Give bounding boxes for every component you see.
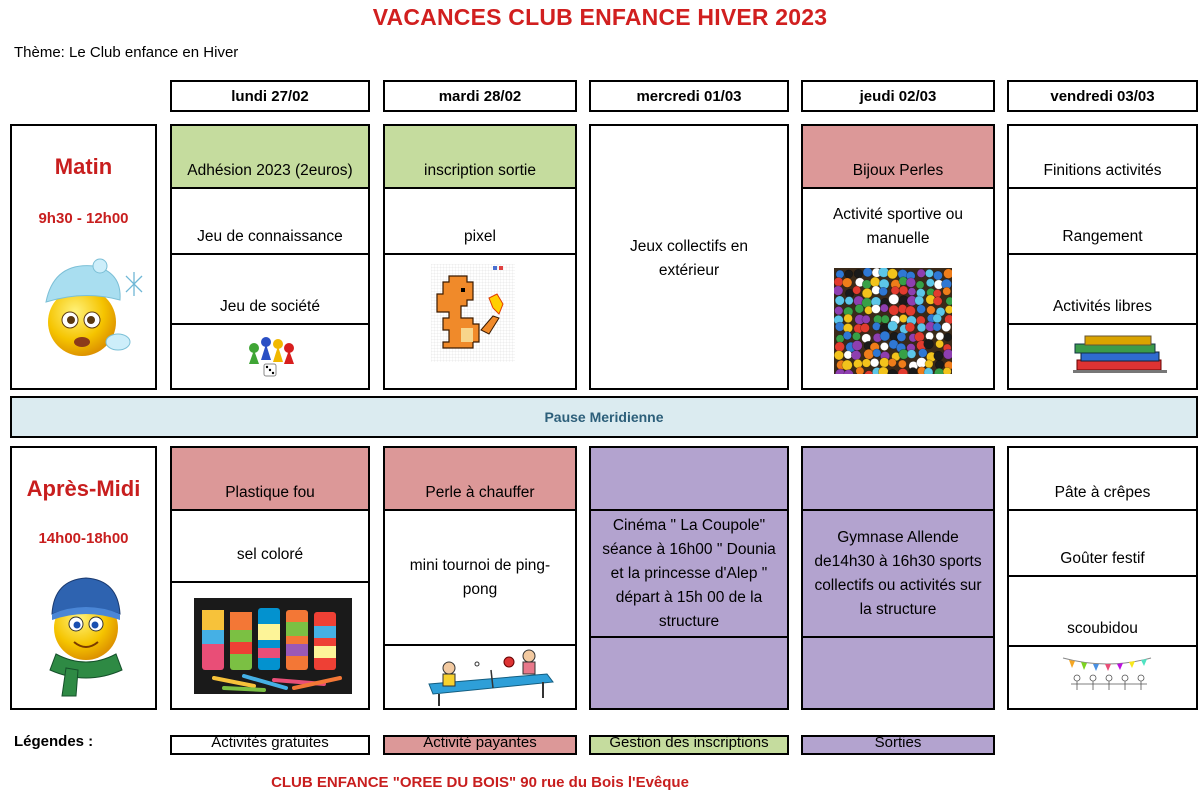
- day-header-mercredi: mercredi 01/03: [589, 80, 789, 112]
- mardi-afternoon-column: [383, 446, 577, 710]
- day-header-mardi: mardi 28/02: [383, 80, 577, 112]
- vendredi-morning-column: [1007, 124, 1198, 390]
- jeudi-morning-slot-2: Activité sportive ou manuelle: [803, 187, 993, 261]
- pixel-dragon-icon: [431, 264, 515, 362]
- cold-smiley-icon: [34, 256, 146, 361]
- ping-pong-icon: [419, 648, 559, 708]
- lundi-morning-slot-3: Jeu de société: [172, 253, 368, 323]
- legend-label: Légendes :: [14, 733, 94, 750]
- jeudi-afternoon-column: [801, 446, 995, 710]
- pause-meridienne-bar: Pause Meridienne: [10, 396, 1198, 438]
- theme-text: Thème: Le Club enfance en Hiver: [14, 44, 239, 61]
- day-header-vendredi: vendredi 03/03: [1007, 80, 1198, 112]
- vendredi-morning-slot-3: Activités libres: [1009, 253, 1196, 323]
- morning-label-box: [10, 124, 157, 390]
- mardi-afternoon-slot-2: mini tournoi de ping-pong: [385, 509, 575, 644]
- colored-sand-jars-icon: [194, 598, 352, 694]
- vendredi-afternoon-slot-3: scoubidou: [1009, 575, 1196, 645]
- lundi-afternoon-slot-1: Plastique fou: [172, 448, 368, 509]
- lundi-morning-column: [170, 124, 370, 390]
- mardi-morning-slot-2: pixel: [385, 187, 575, 253]
- vendredi-morning-slot-2: Rangement: [1009, 187, 1196, 253]
- mercredi-morning-slot-1: Jeux collectifs en extérieur: [629, 238, 749, 279]
- lundi-afternoon-slot-2: sel coloré: [172, 509, 368, 581]
- lundi-morning-slot-1: Adhésion 2023 (2euros): [172, 126, 368, 187]
- legend-sorties: Sorties: [801, 735, 995, 755]
- vendredi-afternoon-slot-1: Pâte à crêpes: [1054, 484, 1151, 501]
- page-title: VACANCES CLUB ENFANCE HIVER 2023: [372, 4, 828, 30]
- afternoon-label: Après-Midi: [26, 476, 141, 501]
- afternoon-hours: 14h00-18h00: [38, 530, 129, 547]
- lundi-morning-slot-2: Jeu de connaissance: [172, 187, 368, 253]
- jeudi-morning-slot-1: Bijoux Perles: [803, 126, 993, 187]
- mercredi-morning-column: [589, 124, 789, 390]
- vendredi-afternoon-slot-2: Goûter festif: [1009, 509, 1196, 575]
- lundi-afternoon-column: [170, 446, 370, 710]
- legend-gratuites: Activités gratuites: [170, 735, 370, 755]
- mardi-morning-column: [383, 124, 577, 390]
- jeudi-afternoon-slot-1: Gymnase Allende de14h30 à 16h30 sports collectifs ou activités sur la structure: [803, 509, 993, 636]
- morning-hours: 9h30 - 12h00: [38, 210, 129, 227]
- mercredi-afternoon-column: [589, 446, 789, 710]
- vendredi-morning-slot-1: Finitions activités: [1043, 162, 1162, 179]
- day-header-lundi: lundi 27/02: [170, 80, 370, 112]
- books-icon: [1071, 330, 1169, 376]
- mardi-morning-slot-1: inscription sortie: [385, 126, 575, 187]
- legend-payantes: Activité payantes: [383, 735, 577, 755]
- board-game-pawns-icon: [246, 334, 296, 378]
- mercredi-afternoon-slot-1: Cinéma " La Coupole" séance à 16h00 " Dounia et la princesse d'Alep " départ à 15h 00 de la structure: [591, 509, 787, 636]
- legend-inscriptions: Gestion des inscriptions: [589, 735, 789, 755]
- winter-hat-smiley-icon: [36, 570, 136, 698]
- morning-label: Matin: [54, 154, 113, 179]
- beads-icon: [834, 268, 952, 374]
- day-header-jeudi: jeudi 02/03: [801, 80, 995, 112]
- afternoon-label-box: [10, 446, 157, 710]
- jeudi-morning-column: [801, 124, 995, 390]
- vendredi-afternoon-column: [1007, 446, 1198, 710]
- mardi-afternoon-slot-1: Perle à chauffer: [385, 448, 575, 509]
- footer-address: CLUB ENFANCE "OREE DU BOIS" 90 rue du Bois l'Evêque: [271, 774, 689, 791]
- party-garland-icon: [1061, 652, 1153, 696]
